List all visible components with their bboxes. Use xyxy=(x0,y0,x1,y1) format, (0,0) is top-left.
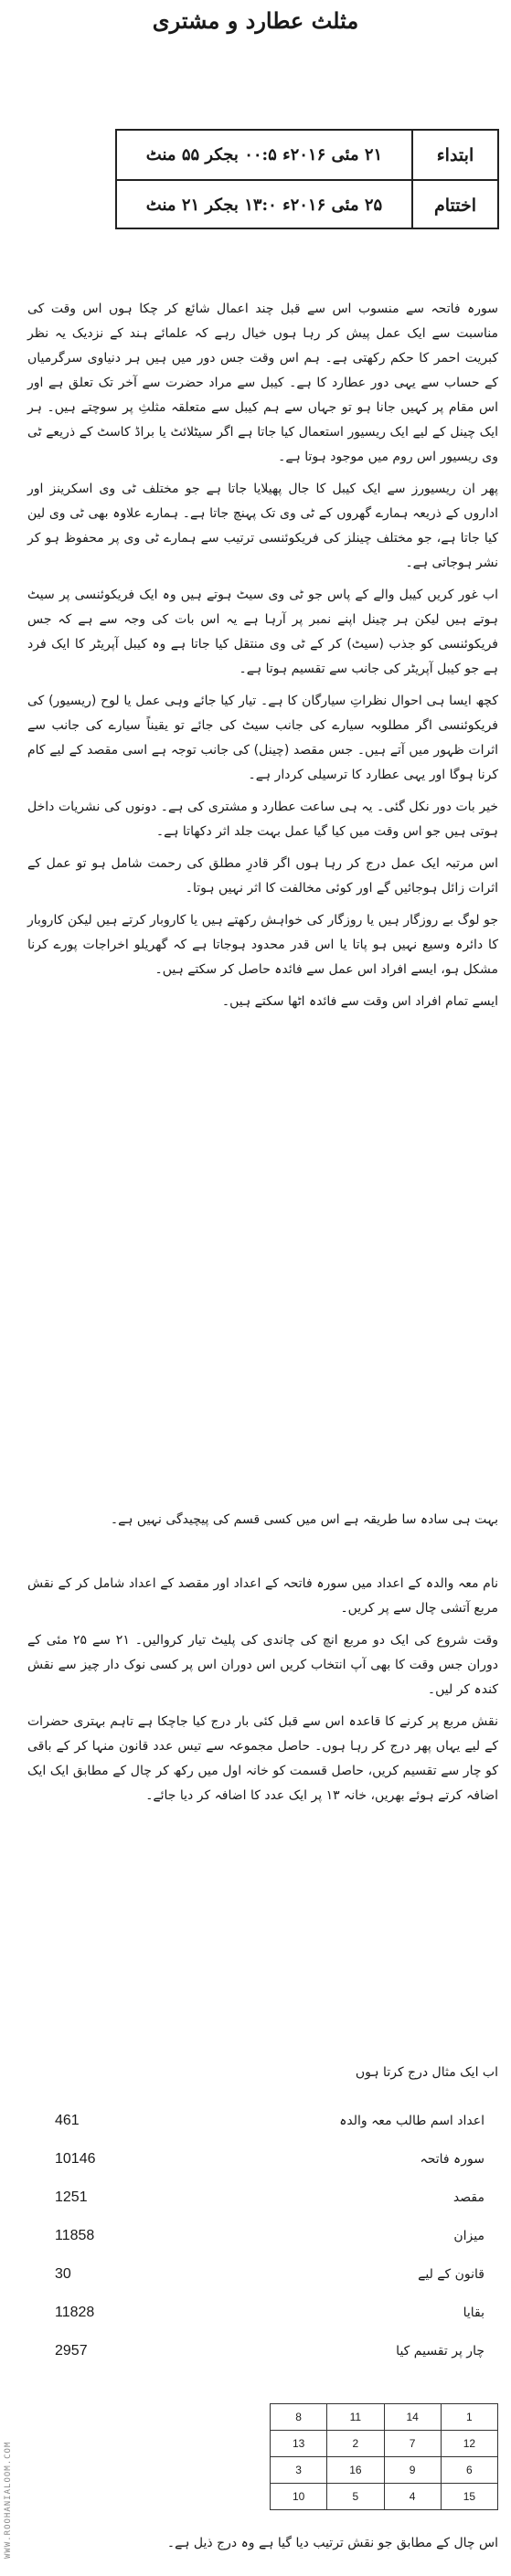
method-body xyxy=(27,1572,498,1816)
timing-label: اختتام xyxy=(411,181,497,229)
grid-row xyxy=(271,2431,498,2457)
paragraph: کچھ ایسا ہی احوال نظراتِ سیارگان کا ہے۔ تیار کیا جائے وہی عمل یا لوح (ریسیور) کی فریکوئنسی اگر مطلوبہ سیارے کی جانب سیٹ کی جائے تو یقیناً سیارے کی جانب سے اثرات ظہور میں آتے ہیں۔ جس مقصد (چینل) کی جانب توجہ ہے اسی مقصد کے لیے کام کرنا ہوگا اور یہی عطارد کا ترسیلی کردار ہے۔ xyxy=(27,694,498,782)
grid-row xyxy=(271,2457,498,2484)
calc-label: بقایا xyxy=(463,2306,484,2320)
calc-value: 30 xyxy=(55,2266,71,2282)
calc-label: مقصد xyxy=(452,2190,484,2205)
paragraph: اب غور کریں کیبل والے کے پاس جو ٹی وی سیٹ ہوتے ہیں وہ ایک فریکوئنسی پر سیٹ ہوتے ہیں لیکن ہر چینل اپنے نمبر پر آرہا ہے یہ اس بات کی وجہ سے ہے کہ جس فریکوئنسی کو جذب (سیٹ) کر کے ٹی وی منتقل کیا جاتا ہے وہ کیبل آپریٹر کا ایک فرد ہے جو کیبل آپریٹر کی جانب سے تقسیم ہوتا ہے۔ xyxy=(27,588,498,676)
grid-cell: 11 xyxy=(327,2404,384,2431)
timing-value: ۲۵ مئی ۲۰۱۶ء ۱۳:۰ بجکر ۲۱ منٹ xyxy=(145,196,383,215)
magic-square xyxy=(270,2403,498,2510)
grid-cell: 15 xyxy=(441,2484,497,2510)
paragraph: ایسے تمام افراد اس وقت سے فائدہ اٹھا سکتے ہیں۔ xyxy=(221,994,498,1009)
paragraph: نام معہ والدہ کے اعداد میں سورہ فاتحہ کے اعداد اور مقصد کے اعداد شامل کر کے نقش مربع آتشی چال سے پر کریں۔ xyxy=(27,1576,498,1616)
grid-cell: 7 xyxy=(384,2431,441,2457)
grid-cell: 12 xyxy=(441,2431,497,2457)
grid-row xyxy=(271,2484,498,2510)
timing-table xyxy=(115,129,499,229)
closing-note: اس چال کے مطابق جو نقش ترتیب دیا گیا ہے وہ درج ذیل ہے۔ xyxy=(166,2536,498,2550)
grid-row xyxy=(271,2404,498,2431)
method-intro xyxy=(27,1508,498,1540)
paragraph: نقش مربع پر کرنے کا قاعدہ اس سے قبل کئی بار درج کیا جاچکا ہے تاہم بہتری حضرات کے لیے یہاں پھر درج کر رہا ہوں۔ حاصل مجموعہ سے تیس عدد قانون منہا کر کے باقی کو چار سے تقسیم کریں، حاصل قسمت کو خانہ اول میں رکھ کر چال کے مطابق ایک ایک اضافہ کرتے ہوئے بھریں، خانہ ۱۳ پر ایک عدد کا اضافہ کر دیا جائے۔ xyxy=(27,1714,498,1803)
calc-value: 11828 xyxy=(55,2305,95,2320)
calc-value: 461 xyxy=(55,2113,80,2128)
calc-row xyxy=(55,2217,484,2255)
grid-cell: 3 xyxy=(271,2457,327,2484)
calc-row xyxy=(55,2102,484,2140)
calc-value: 2957 xyxy=(55,2343,88,2359)
calc-label: سورہ فاتحہ xyxy=(420,2152,484,2167)
paragraph: جو لوگ بے روزگار ہیں یا روزگار کی خواہش رکھتے ہیں یا کاروبار کرتے ہیں لیکن کاروبار کا دائرہ وسیع نہیں ہو پاتا یا اس قدر محدود ہوجاتا ہے کہ گھریلو اخراجات پورے کرنا مشکل ہو، ایسے افراد اس عمل سے فائدہ حاصل کر سکتے ہیں۔ xyxy=(27,913,498,977)
grid-cell: 16 xyxy=(327,2457,384,2484)
calc-row xyxy=(55,2332,484,2370)
grid-cell: 2 xyxy=(327,2431,384,2457)
example-heading xyxy=(27,2061,498,2093)
paragraph: پھر ان ریسیورز سے ایک کیبل کا جال پھیلایا جاتا ہے جو مختلف ٹی وی اسکرینز اور اداروں کے ذریعہ ہمارے گھروں کے ٹی وی تک پہنچ جاتا ہے۔ ہمارے علاوہ بھی ٹی وی لین کیا جاتا ہے، جو مختلف چینلز کی فریکوئنسی ترتیب سے ہمارے ٹی وی پر محفوظ ہو کر نشر ہوجاتی ہے۔ xyxy=(27,482,498,570)
grid-cell: 9 xyxy=(384,2457,441,2484)
calc-row xyxy=(55,2294,484,2332)
paragraph: اس مرتبہ ایک عمل درج کر رہا ہوں اگر قادرِ مطلق کی رحمت شامل ہو تو عمل کے اثرات زائل ہوجائیں گے اور کوئی مخالفت کا اثر نہیں ہوتا۔ xyxy=(27,856,498,896)
timing-value: ۲۱ مئی ۲۰۱۶ء ۰۰:۵ بجکر ۵۵ منٹ xyxy=(145,145,383,164)
paragraph: خیر بات دور نکل گئی۔ یہ ہی ساعت عطارد و مشتری کی ہے۔ دونوں کی نشریات داخل ہوتی ہیں جو اس وقت میں کیا گیا عمل بہت جلد اثر دکھاتا ہے۔ xyxy=(27,800,498,839)
calc-label: چار پر تقسیم کیا xyxy=(396,2344,484,2359)
grid-cell: 14 xyxy=(384,2404,441,2431)
calculation-list xyxy=(55,2102,484,2370)
paragraph: بہت ہی سادہ سا طریقہ ہے اس میں کسی قسم کی پیچیدگی نہیں ہے۔ xyxy=(110,1512,498,1527)
calc-row xyxy=(55,2255,484,2294)
calc-value: 11858 xyxy=(55,2228,95,2243)
timing-row-end xyxy=(117,181,497,229)
grid-cell: 8 xyxy=(271,2404,327,2431)
calc-value: 10146 xyxy=(55,2151,96,2167)
calc-label: اعداد اسم طالب معہ والدہ xyxy=(339,2114,484,2128)
grid-cell: 1 xyxy=(441,2404,497,2431)
paragraph: اب ایک مثال درج کرتا ہوں xyxy=(355,2065,498,2080)
calc-label: قانون کے لیے xyxy=(418,2267,484,2282)
grid-cell: 5 xyxy=(327,2484,384,2510)
calc-label: میزان xyxy=(453,2229,484,2243)
grid-cell: 4 xyxy=(384,2484,441,2510)
intro-body xyxy=(27,297,498,1022)
paragraph: وقت شروع کی ایک دو مربع انچ کی چاندی کی پلیٹ تیار کروالیں۔ ۲۱ سے ۲۵ مئی کے دوران جس وقت کا بھی آپ انتخاب کریں اس دوران اس پر کسی نوک دار چیز سے نقش کندہ کر لیں۔ xyxy=(27,1633,498,1697)
timing-row-start xyxy=(117,131,497,181)
calc-value: 1251 xyxy=(55,2189,88,2205)
timing-label: ابتداء xyxy=(411,131,497,179)
grid-cell: 10 xyxy=(271,2484,327,2510)
calc-row xyxy=(55,2140,484,2178)
paragraph: سورہ فاتحہ سے منسوب اس سے قبل چند اعمال شائع کر چکا ہوں اس وقت کی مناسبت سے ایک عمل پیش کر رہا ہوں خیال رہے کہ علمائے ہند کے نزدیک یہ نظر کبریت احمر کا حکم رکھتی ہے۔ ہم اس وقت جس دور میں ہیں ہر دنیاوی سرگرمیاں کے حساب سے یہی دور عطارد کا ہے۔ کیبل سے مراد حضرت سے آخر تک تعلق ہے اور اس مقام پر کہیں جانا ہو تو جہاں سے ہم کیبل سے متعلقہ مثلثِ پر سوچتے ہیں۔ ہر ایک چینل کے لیے ایک ریسیور استعمال کیا جاتا ہے اگر سیٹلائٹ یا براڈ کاسٹ کے ذریعے ٹی وی ریسیور اس روم میں موجود ہوتا ہے۔ xyxy=(27,302,498,464)
grid-cell: 13 xyxy=(271,2431,327,2457)
page-title: مثلث عطارد و مشتری xyxy=(152,7,359,34)
grid-cell: 6 xyxy=(441,2457,497,2484)
site-watermark: WWW.ROOHANIALOOM.COM xyxy=(4,2441,13,2559)
calc-row xyxy=(55,2178,484,2217)
